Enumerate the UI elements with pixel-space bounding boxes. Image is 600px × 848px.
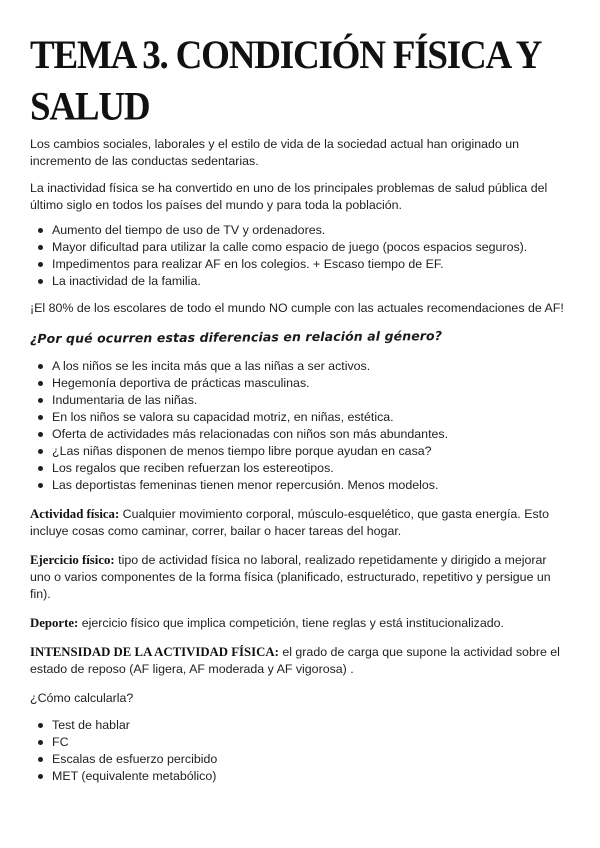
definition-term: Actividad física: (30, 507, 120, 521)
list-item: En los niños se valora su capacidad motriz, en niñas, estética. (52, 409, 570, 426)
list-item: Indumentaria de las niñas. (52, 392, 570, 409)
list-item: Escalas de esfuerzo percibido (52, 751, 570, 768)
list-item: Hegemonía deportiva de prácticas masculinas. (52, 375, 570, 392)
definition-ejercicio-fisico (30, 552, 570, 603)
calc-methods-list (30, 717, 570, 785)
gender-question-heading: ¿Por qué ocurren estas diferencias en relación al género? (29, 328, 443, 346)
intro-paragraph-1: Los cambios sociales, laborales y el estilo de vida de la sociedad actual han originado un incremento de las conductas sedentarias. (30, 137, 520, 168)
list-item: A los niños se les incita más que a las niñas a ser activos. (52, 358, 570, 375)
list-item: Impedimentos para realizar AF en los colegios. + Escaso tiempo de EF. (52, 256, 570, 273)
calc-question: ¿Cómo calcularla? (30, 691, 134, 705)
list-item: FC (52, 734, 570, 751)
list-item: ¿Las niñas disponen de menos tiempo libre porque ayudan en casa? (52, 443, 570, 460)
statistic-paragraph: ¡El 80% de los escolares de todo el mundo NO cumple con las actuales recomendaciones de AF! (30, 301, 564, 315)
list-item: Oferta de actividades más relacionadas con niños son más abundantes. (52, 426, 570, 443)
gender-reasons-list (30, 358, 570, 494)
definition-term: Ejercicio físico: (30, 553, 115, 567)
list-item: La inactividad de la familia. (52, 273, 570, 290)
definition-term: Deporte: (30, 616, 79, 630)
list-item: MET (equivalente metabólico) (52, 768, 570, 785)
intro-paragraph-2: La inactividad física se ha convertido en uno de los principales problemas de salud pública del último siglo en todos los países del mundo y para toda la población. (30, 181, 548, 212)
list-item: Aumento del tiempo de uso de TV y ordenadores. (52, 222, 570, 239)
definition-text: tipo de actividad física no laboral, realizado repetidamente y dirigido a mejorar uno o varios componentes de la forma física (planificado, estructurado, repetitivo y persigue un fin). (30, 553, 551, 601)
definition-text: el grado de carga que supone la actividad sobre el estado de reposo (AF ligera, AF moderada y AF vigorosa) . (30, 645, 560, 676)
list-item: Mayor dificultad para utilizar la calle como espacio de juego (pocos espacios seguros). (52, 239, 570, 256)
definition-deporte (30, 615, 570, 632)
list-item: Los regalos que reciben refuerzan los estereotipos. (52, 460, 570, 477)
definition-text: ejercicio físico que implica competición, tiene reglas y está institucionalizado. (78, 616, 504, 630)
list-item: Las deportistas femeninas tienen menor repercusión. Menos modelos. (52, 477, 570, 494)
definition-term: INTENSIDAD DE LA ACTIVIDAD FÍSICA: (30, 645, 279, 659)
page-title: TEMA 3. CONDICIÓN FÍSICA Y SALUD (30, 33, 540, 130)
definition-actividad-fisica (30, 506, 570, 540)
causes-list (30, 222, 570, 290)
definition-text: Cualquier movimiento corporal, músculo-esquelético, que gasta energía. Esto incluye cosas como caminar, correr, bailar o hacer tareas del hogar. (30, 507, 549, 538)
definition-intensidad (30, 644, 570, 678)
list-item: Test de hablar (52, 717, 570, 734)
